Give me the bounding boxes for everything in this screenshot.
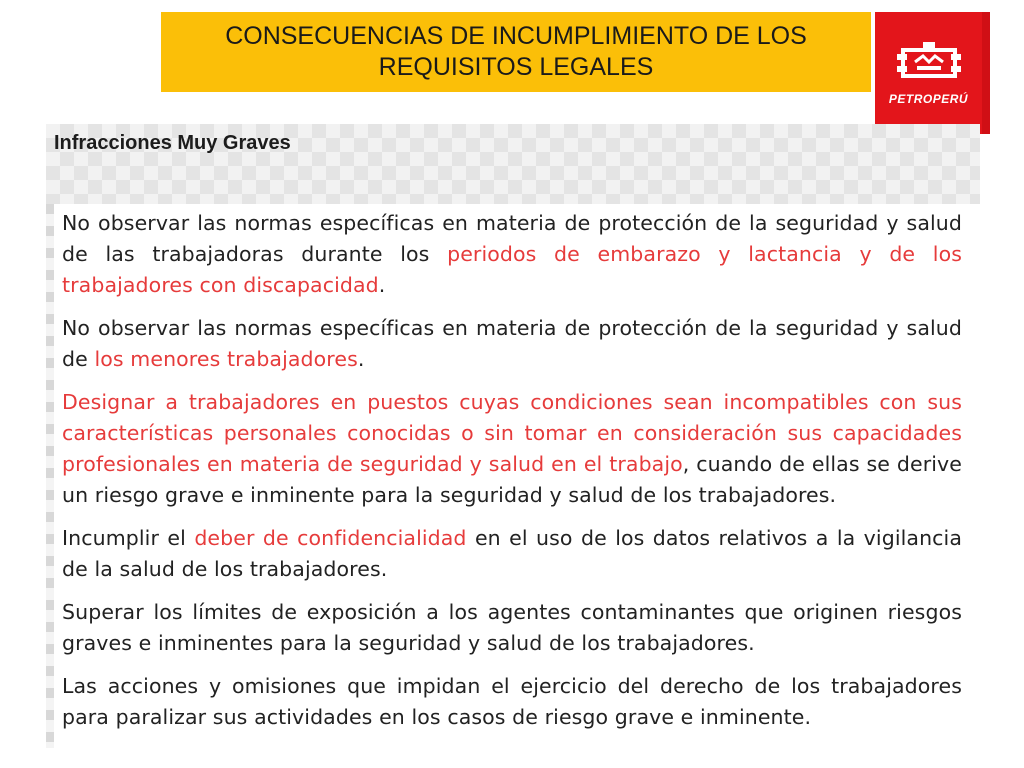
slide-title-banner xyxy=(161,12,871,92)
item-highlight: los menores trabajadores xyxy=(94,347,358,371)
item-text: No observar las normas específicas en materia de protección de la seguridad y salud de las trabajadoras durante los xyxy=(62,211,962,266)
infractions-list xyxy=(62,208,962,745)
panel-heading: Infracciones Muy Graves xyxy=(54,132,291,154)
item-text: Superar los límites de exposición a los agentes contaminantes que originen riesgos graves e inminentes para la seguridad y salud de los trabajadores. xyxy=(62,600,962,655)
petroperu-logo xyxy=(875,12,990,134)
item-text-tail: . xyxy=(357,347,365,371)
slide-title xyxy=(161,21,871,83)
item-text: Las acciones y omisiones que impidan el ejercicio del derecho de los trabajadores para paralizar sus actividades en los casos de riesgo grave e inminente. xyxy=(62,674,962,729)
item-text-tail: en el uso de los datos relativos a la vigilancia de la salud de los trabajadores. xyxy=(62,526,962,581)
infraction-item xyxy=(62,671,962,733)
panel-left-rule xyxy=(46,204,54,748)
panel-header xyxy=(46,124,980,204)
infraction-item xyxy=(62,597,962,659)
item-text: Incumplir el xyxy=(62,526,195,550)
slide-title-line-1: CONSECUENCIAS DE INCUMPLIMIENTO DE LOS xyxy=(225,22,807,50)
logo-wordmark: PETROPERÚ xyxy=(888,92,969,106)
item-text-tail: . xyxy=(378,273,386,297)
item-highlight: periodos de embarazo y lactancia y de los trabajadores con discapacidad xyxy=(62,242,962,297)
infraction-item xyxy=(62,523,962,585)
slide-title-line-2: REQUISITOS LEGALES xyxy=(378,53,654,81)
logo-edge-strip xyxy=(982,12,990,134)
item-text-tail: , cuando de ellas se derive un riesgo grave e inminente para la seguridad y salud de los trabajadores. xyxy=(62,452,962,507)
infractions-panel xyxy=(46,124,980,748)
item-text: No observar las normas específicas en materia de protección de la seguridad y salud de xyxy=(62,316,962,371)
infraction-item xyxy=(62,313,962,375)
item-highlight: deber de confidencialidad xyxy=(194,526,467,550)
petroperu-emblem-icon xyxy=(897,40,961,86)
infraction-item xyxy=(62,387,962,511)
item-highlight: Designar a trabajadores en puestos cuyas condiciones sean incompatibles con sus características personales conocidas o sin tomar en consideración sus capacidades profesionales en materia de seguridad y salud en el trabajo xyxy=(62,390,962,476)
infraction-item xyxy=(62,208,962,301)
